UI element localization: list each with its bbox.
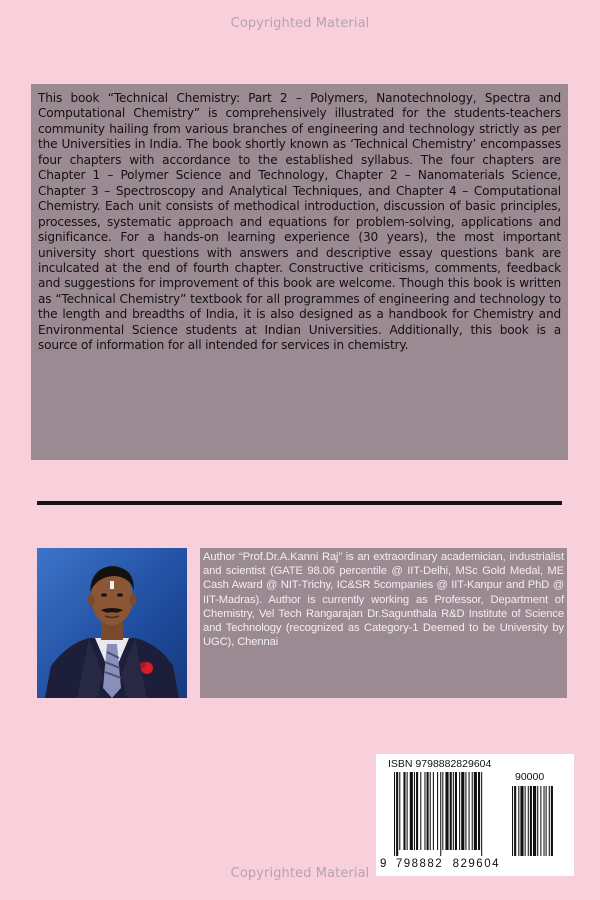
book-description-panel (31, 84, 568, 460)
author-photo (37, 548, 187, 698)
isbn-label: ISBN 9798882829604 (388, 758, 492, 770)
divider-rule (37, 501, 562, 505)
author-portrait-image (37, 548, 187, 698)
barcode-digit-group-2: 829604 (452, 858, 500, 870)
price-code: 90000 (515, 771, 545, 783)
isbn-barcode (376, 754, 574, 876)
barcode-digit-first: 9 (380, 858, 387, 870)
author-bio-text: Author “Prof.Dr.A.Kanni Raj” is an extraordinary academician, industrialist and scientist (GATE 98.06 percentile @ IIT-Delhi, MSc Gold Medal, ME Cash Award @ NIT-Trichy, IC&SR 5companies @ IIT-Kanpur and PhD @ IIT-Madras). Author is currently working as Professor, Department of Chemistry, Vel Tech Rangarajan Dr.Sagunthala R&D Institute of Science and Technology (recognized as Category-1 Deemed to be University by UGC), Chennai (203, 551, 564, 649)
book-description-text: This book “Technical Chemistry: Part 2 – Polymers, Nanotechnology, Spectra and Computational Chemistry” is comprehensively illustrated for the students-teachers community hailing from various branches of engineering and technology strictly as per the Universities in India. The book shortly known as ‘Technical Chemistry’ encompasses four chapters with accordance to the established syllabus. The four chapters are Chapter 1 – Polymer Science and Technology, Chapter 2 – Nanomaterials Science, Chapter 3 – Spectroscopy and Analytical Techniques, and Chapter 4 – Computational Chemistry. Each unit consists of methodical introduction, discussion of basic principles, processes, systematic approach and equations for problem-solving, applications and significance. For a hands-on learning experience (30 years), the most important university short questions with answers and descriptive essay questions bank are inculcated at the end of fourth chapter. Constructive criticisms, comments, feedback and suggestions for improvement of this book are welcome. Though this book is written as “Technical Chemistry” textbook for all programmes of engineering and technology to the length and breadths of India, it is also designed as a handbook for Chemistry and Environmental Science students at Indian Universities. Additionally, this book is a source of information for all intended for services in chemistry. (38, 91, 561, 353)
barcode-digit-group-1: 798882 (395, 858, 444, 870)
copyright-watermark-top: Copyrighted Material (230, 16, 370, 31)
copyright-watermark-bottom: Copyrighted Material (230, 866, 370, 881)
author-bio-panel (200, 548, 567, 698)
barcode-bars (388, 772, 564, 858)
